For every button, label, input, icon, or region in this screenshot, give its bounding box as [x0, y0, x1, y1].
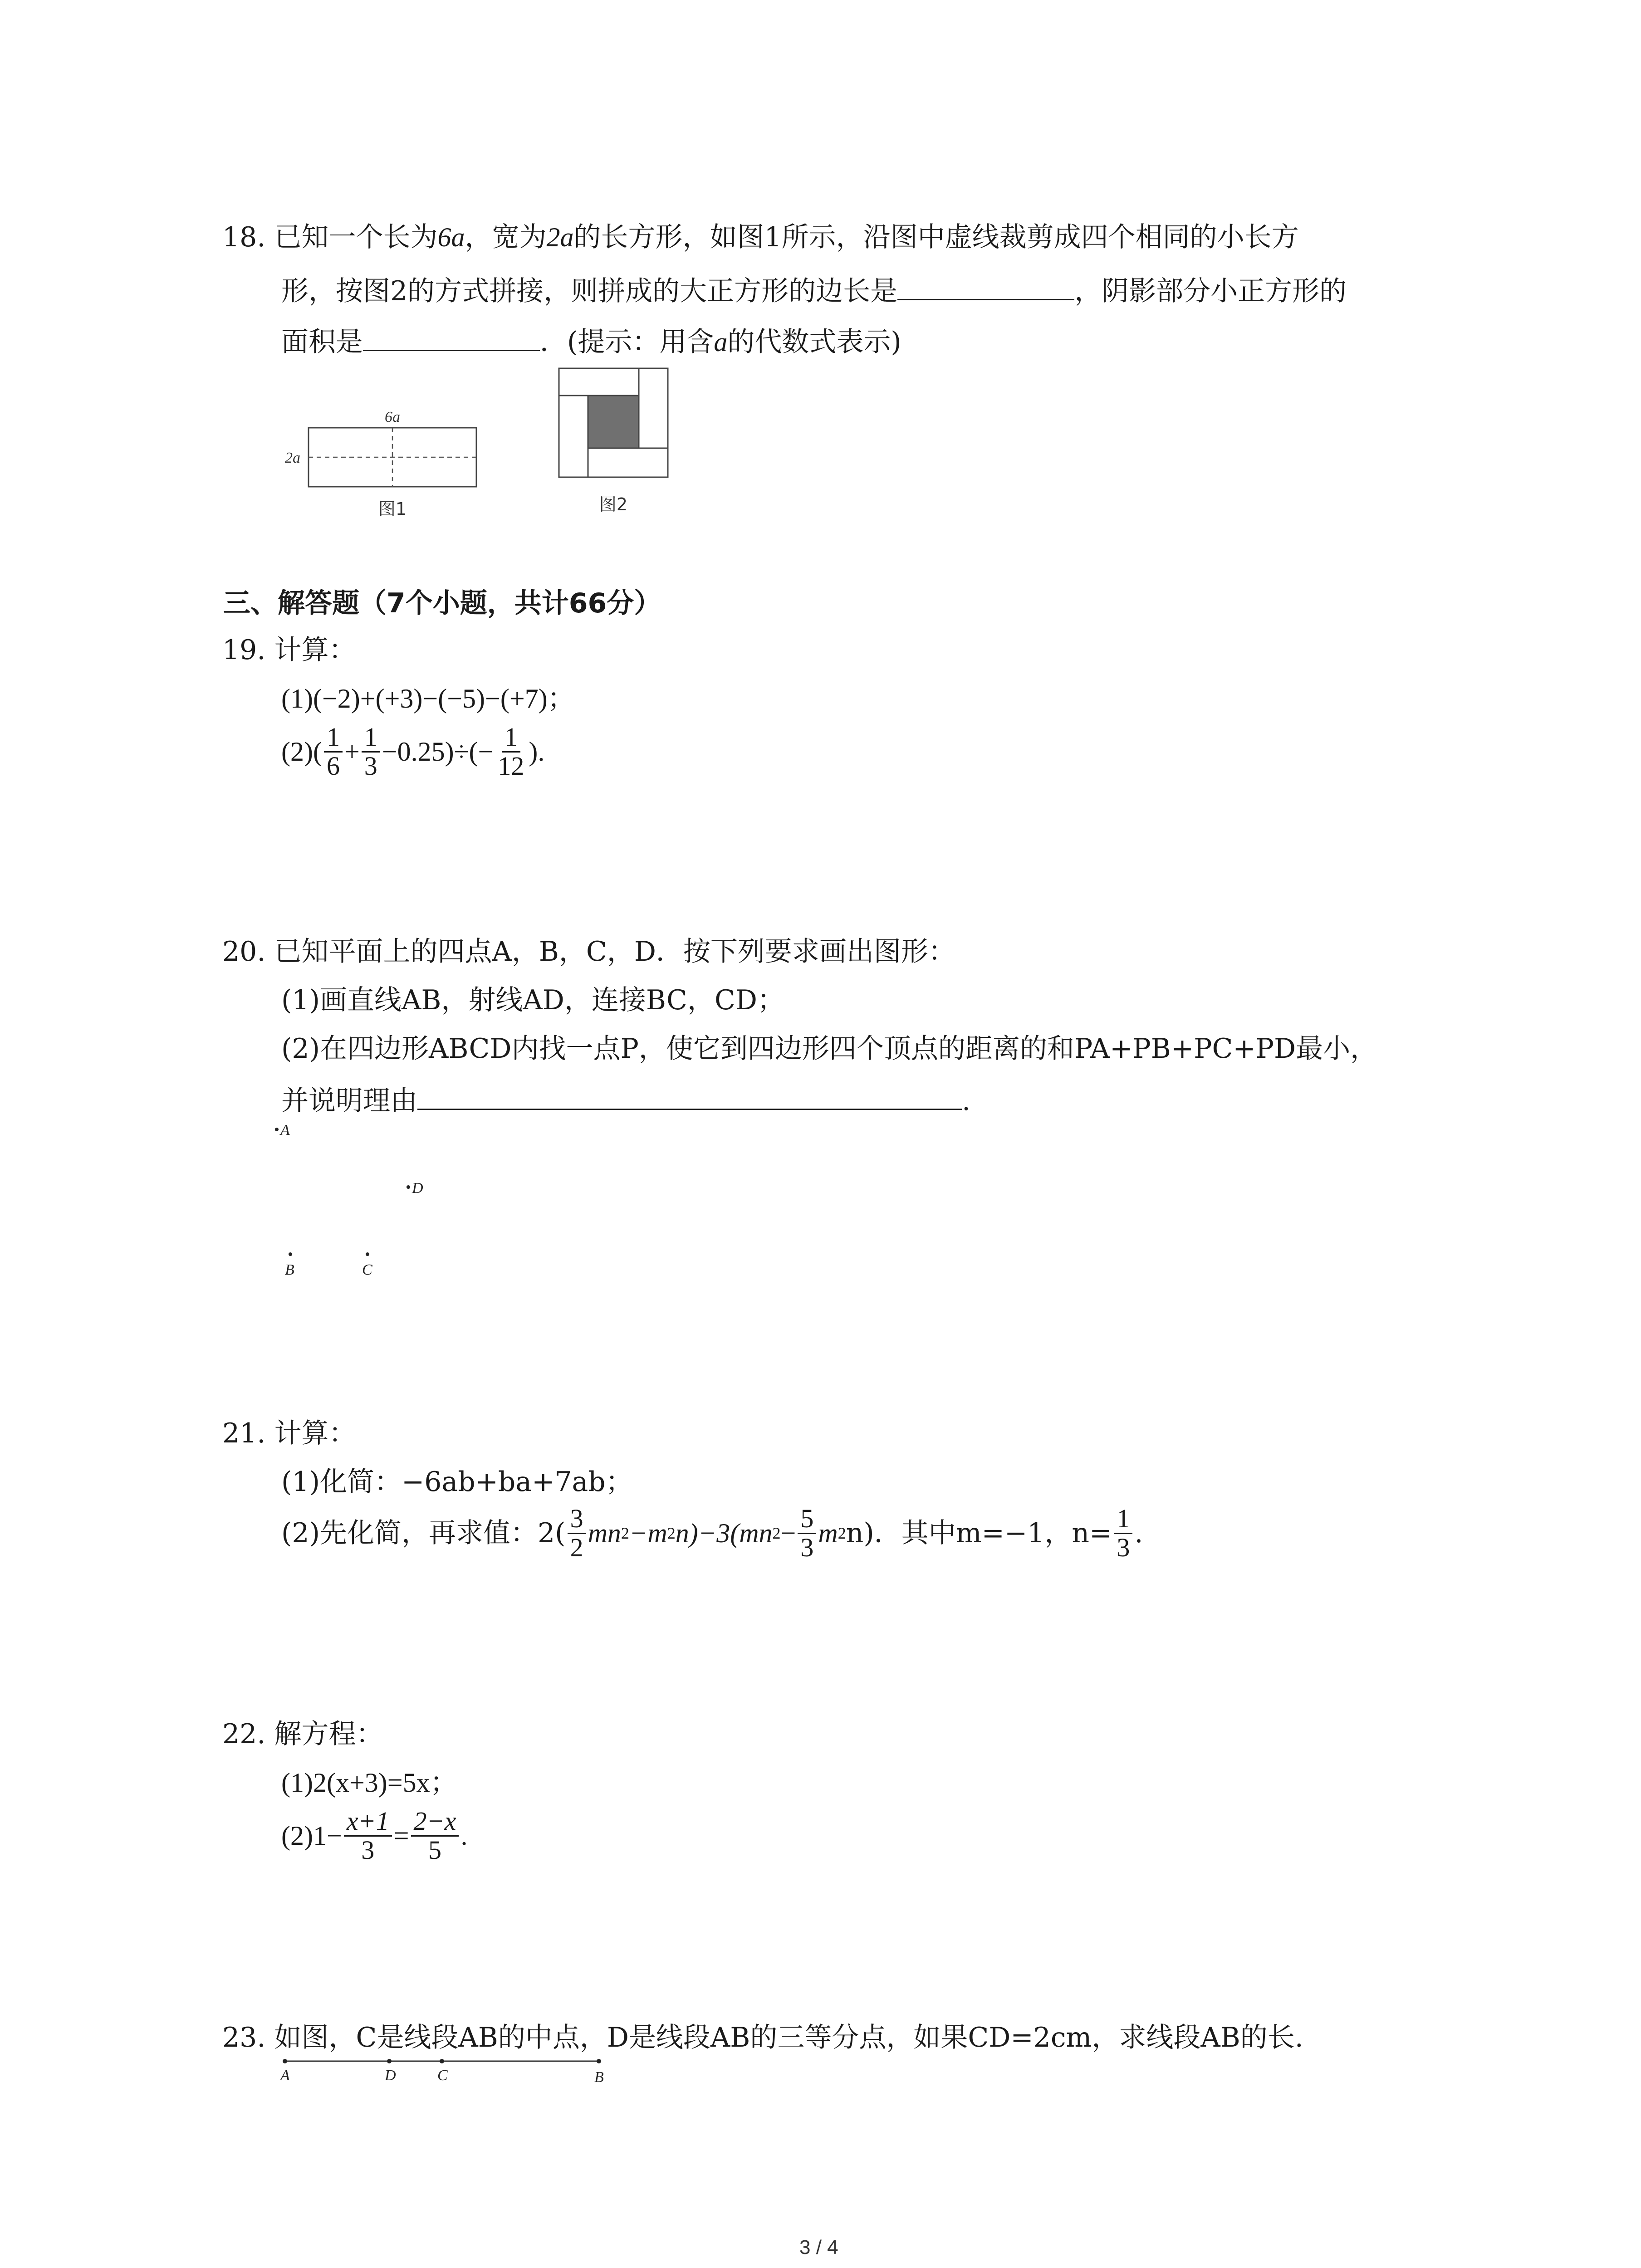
q21-frac-5-3	[798, 1505, 816, 1562]
q19-line1	[222, 636, 356, 664]
q21-frac-1-3	[1114, 1505, 1132, 1562]
q21-sup-3: 2	[772, 1524, 781, 1543]
fig1-caption: 图1	[378, 499, 407, 519]
q18-line2	[281, 274, 1347, 305]
q23-line1	[222, 2024, 1303, 2051]
q19-p2-open: (2)(	[281, 737, 322, 767]
q19-f1-num: 1	[324, 723, 343, 753]
q18-var-a: a	[714, 327, 728, 357]
q21-title: 计算：	[274, 1418, 356, 1449]
q20-text-4: 并说明理由	[281, 1085, 417, 1117]
q22-f2-num: 2−x	[411, 1808, 459, 1837]
q21-p2b: mn	[588, 1518, 621, 1549]
q18-line3	[281, 325, 901, 356]
q21-f2-num: 5	[798, 1505, 816, 1534]
q19-f2-den: 3	[364, 751, 377, 781]
q21-line1	[222, 1420, 356, 1447]
q22-line1	[222, 1718, 383, 1750]
q22-number: 22.	[222, 1718, 266, 1750]
q22-frac-right	[411, 1808, 459, 1864]
q18-length: 6a	[437, 222, 465, 252]
q18-text-1a: 已知一个长为	[274, 221, 438, 253]
q19-frac-1-3	[362, 723, 380, 780]
q19-p2-mid: −0.25)÷(−	[382, 737, 494, 767]
point-c-label: C	[362, 1261, 372, 1278]
q22-f1-num: x+1	[344, 1808, 392, 1837]
q18-figure-2	[554, 363, 676, 526]
q18-figure-1	[272, 390, 508, 526]
fig2-bottom-rect	[588, 448, 668, 477]
q22-title: 解方程：	[274, 1718, 383, 1750]
q21-p2d: n)−3(mn	[675, 1518, 773, 1549]
point-b-label: B	[285, 1261, 294, 1278]
q18-text-1c: 的长方形，如图1所示，沿图中虚线裁剪成四个相同的小长方	[573, 221, 1299, 253]
q21-p2a: (2)先化简，再求值：2(	[281, 1517, 566, 1549]
q19-f2-num: 1	[362, 723, 380, 753]
point-d-label: D	[412, 1180, 423, 1197]
fig1-left-label: 2a	[285, 450, 300, 466]
section-3-title: 三、解答题（7个小题，共计66分）	[223, 587, 661, 619]
q23-text: 如图，C是线段AB的中点，D是线段AB的三等分点，如果CD=2cm，求线段AB的长.	[274, 2022, 1303, 2053]
q22-part-1: (1)2(x+3)=5x；	[281, 1768, 457, 1798]
q20-number: 20.	[222, 936, 266, 968]
q19-f1-den: 6	[326, 751, 340, 781]
q22-equals: =	[393, 1821, 409, 1851]
point-b-dot	[289, 1252, 292, 1256]
q19-title: 计算：	[274, 634, 356, 666]
page-number: 3 / 4	[799, 2236, 838, 2258]
fig2-top-rect	[559, 368, 639, 396]
q21-sup-2: 2	[667, 1524, 676, 1543]
q19-part-1: (1)(−2)+(+3)−(−5)−(+7)；	[281, 684, 575, 714]
segment-label-c: C	[437, 2067, 448, 2084]
segment-label-b: B	[594, 2069, 604, 2086]
q18-number: 18.	[222, 221, 266, 253]
q18-answer-blank-2[interactable]	[363, 325, 540, 351]
q18-text-2b: ，阴影部分小正方形的	[1074, 275, 1347, 307]
q22-part-2	[281, 1808, 467, 1864]
q18-text-1b: ，宽为	[465, 221, 547, 253]
q18-text-2a: 形，按图2的方式拼接，则拼成的大正方形的边长是	[281, 275, 898, 307]
q22-frac-left	[344, 1808, 392, 1864]
q21-p2e: −	[780, 1518, 796, 1549]
q21-number: 21.	[222, 1418, 266, 1449]
q20-points-figure	[272, 1116, 472, 1288]
q21-p2g: n)．其中m=−1，n=	[846, 1517, 1112, 1549]
segment-point-a	[283, 2059, 287, 2063]
fig2-shaded-square	[588, 396, 639, 448]
q21-f1-num: 3	[568, 1505, 586, 1534]
q20-reason-blank[interactable]	[417, 1084, 962, 1110]
q23-segment-figure	[272, 2055, 617, 2091]
segment-label-a: A	[280, 2067, 290, 2084]
q21-frac-3-2	[568, 1505, 586, 1562]
fig2-right-rect	[639, 368, 668, 448]
q20-line4	[281, 1084, 971, 1117]
q22-f2-den: 5	[428, 1835, 441, 1865]
q21-sup-1: 2	[621, 1524, 629, 1543]
q21-f1-den: 2	[570, 1532, 583, 1562]
q21-f2-den: 3	[800, 1532, 814, 1562]
q22-p2b: .	[460, 1821, 468, 1851]
q22-p2a: (2)1−	[281, 1821, 342, 1851]
q21-part-1: (1)化简：−6ab+ba+7ab；	[281, 1466, 633, 1498]
q19-frac-1-6	[324, 723, 343, 780]
fig2-left-rect	[559, 396, 588, 477]
segment-label-d: D	[385, 2067, 396, 2084]
q18-text-3a: 面积是	[281, 326, 363, 358]
segment-point-d	[387, 2059, 392, 2063]
q19-f3-num: 1	[502, 723, 520, 753]
q21-part-2	[281, 1505, 1143, 1562]
q19-plus: +	[344, 737, 360, 767]
q22-f1-den: 3	[361, 1835, 375, 1865]
point-a-label: A	[280, 1122, 290, 1139]
q19-f3-den: 12	[498, 751, 524, 781]
point-c-dot	[366, 1252, 369, 1256]
segment-point-c	[440, 2059, 444, 2063]
q21-sup-4: 2	[838, 1524, 846, 1543]
q20-line3: (2)在四边形ABCD内找一点P，使它到四边形四个顶点的距离的和PA+PB+PC+PD最小，	[281, 1033, 1378, 1065]
q21-p2h: .	[1134, 1517, 1143, 1549]
q21-f3-den: 3	[1117, 1532, 1130, 1562]
q21-p2f: m	[818, 1518, 838, 1549]
fig1-top-label: 6a	[385, 409, 400, 425]
q18-answer-blank-1[interactable]	[897, 274, 1074, 300]
q21-p2c: −m	[629, 1518, 667, 1549]
q18-text-3c: 的代数式表示)	[727, 326, 901, 358]
q18-line1	[222, 221, 1299, 253]
q19-p2-end: ).	[529, 737, 545, 767]
q18-text-3b: ．(提示：用含	[540, 326, 714, 358]
q20-end: .	[962, 1085, 971, 1117]
q19-part-2	[281, 723, 544, 780]
fig2-caption: 图2	[599, 494, 628, 514]
q20-line2: (1)画直线AB，射线AD，连接BC，CD；	[281, 984, 784, 1016]
q20-text-1: 已知平面上的四点A，B，C，D．按下列要求画出图形：	[274, 936, 955, 968]
point-a-dot	[275, 1128, 279, 1131]
q23-number: 23.	[222, 2022, 266, 2053]
q19-frac-1-12	[495, 723, 527, 780]
q20-line1	[222, 936, 955, 968]
q21-f3-num: 1	[1114, 1505, 1132, 1534]
point-d-dot	[407, 1185, 410, 1189]
q18-width: 2a	[546, 222, 574, 252]
segment-point-b	[597, 2059, 601, 2063]
q19-number: 19.	[222, 634, 266, 666]
